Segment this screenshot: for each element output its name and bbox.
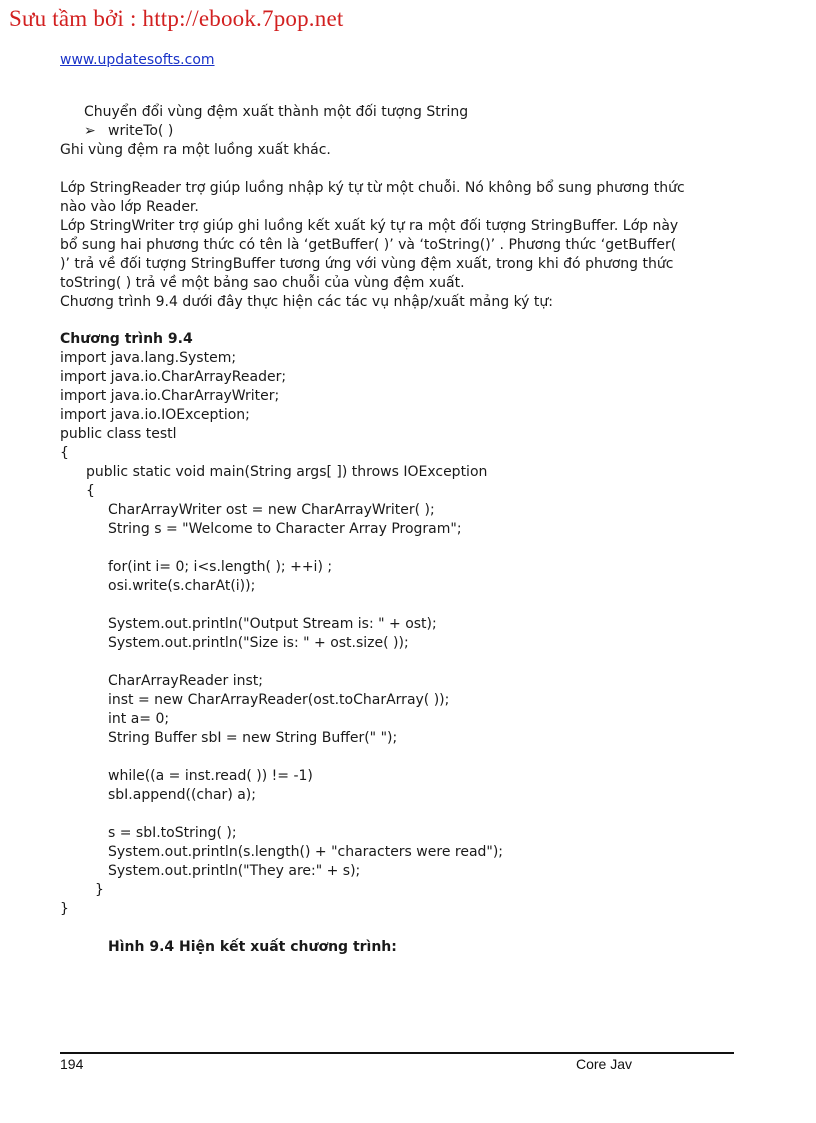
page-number: 194 bbox=[60, 1056, 84, 1072]
code-line: System.out.println("Output Stream is: " + ost); bbox=[108, 616, 437, 632]
code-line: { bbox=[86, 483, 95, 499]
paragraph-line: Lớp StringWriter trợ giúp ghi luồng kết xuất ký tự ra một đối tượng StringBuffer. Lớp này bbox=[60, 218, 679, 234]
code-line: import java.io.CharArrayWriter; bbox=[60, 388, 280, 404]
code-line: System.out.println(s.length() + "characters were read"); bbox=[108, 844, 504, 860]
code-line: { bbox=[60, 445, 69, 461]
program-heading: Chương trình 9.4 bbox=[60, 331, 193, 347]
code-line: int a= 0; bbox=[108, 711, 170, 727]
code-line: public class testl bbox=[60, 426, 177, 442]
code-line: CharArrayReader inst; bbox=[108, 673, 263, 689]
arrow-bullet-icon: ➢ bbox=[84, 123, 96, 139]
code-line: CharArrayWriter ost = new CharArrayWriter( ); bbox=[108, 502, 435, 518]
paragraph-line: Lớp StringReader trợ giúp luồng nhập ký tự từ một chuỗi. Nó không bổ sung phương thức bbox=[60, 180, 685, 196]
code-line: String Buffer sbI = new String Buffer(" "); bbox=[108, 730, 398, 746]
code-line: System.out.println("Size is: " + ost.size( )); bbox=[108, 635, 409, 651]
book-title: Core Jav bbox=[576, 1056, 633, 1072]
site-link[interactable]: www.updatesofts.com bbox=[60, 52, 215, 68]
code-line: import java.lang.System; bbox=[60, 350, 237, 366]
code-line: System.out.println("They are:" + s); bbox=[108, 863, 361, 879]
code-line: for(int i= 0; i<s.length( ); ++i) ; bbox=[108, 559, 333, 575]
code-line: s = sbI.toString( ); bbox=[108, 825, 237, 841]
footer-divider bbox=[60, 1052, 734, 1054]
intro-line: Ghi vùng đệm ra một luồng xuất khác. bbox=[60, 142, 331, 158]
code-line: String s = "Welcome to Character Array Program"; bbox=[108, 521, 462, 537]
method-name: writeTo( ) bbox=[108, 123, 174, 139]
paragraph-line: bổ sung hai phương thức có tên là ‘getBuffer( )’ và ‘toString()’ . Phương thức ‘getBuffer( bbox=[60, 237, 677, 253]
paragraph-line: nào vào lớp Reader. bbox=[60, 199, 199, 215]
watermark: Sưu tầm bởi : http://ebook.7pop.net bbox=[9, 6, 344, 31]
code-line: import java.io.CharArrayReader; bbox=[60, 369, 287, 385]
code-line: } bbox=[60, 901, 69, 917]
code-line: import java.io.IOException; bbox=[60, 407, 250, 423]
code-line: public static void main(String args[ ]) throws IOException bbox=[86, 464, 488, 480]
intro-line: Chuyển đổi vùng đệm xuất thành một đối tượng String bbox=[84, 104, 469, 120]
code-line: while((a = inst.read( )) != -1) bbox=[108, 768, 313, 784]
code-line: osi.write(s.charAt(i)); bbox=[108, 578, 256, 594]
figure-caption: Hình 9.4 Hiện kết xuất chương trình: bbox=[108, 939, 397, 955]
code-line: } bbox=[95, 882, 104, 898]
paragraph-line: )’ trả về đối tượng StringBuffer tương ứng với vùng đệm xuất, trong khi đó phương thức bbox=[60, 256, 674, 272]
bullet-item bbox=[84, 122, 173, 141]
paragraph-line: toString( ) trả về một bảng sao chuỗi của vùng đệm xuất. bbox=[60, 275, 465, 291]
paragraph-line: Chương trình 9.4 dưới đây thực hiện các tác vụ nhập/xuất mảng ký tự: bbox=[60, 294, 553, 310]
code-line: sbI.append((char) a); bbox=[108, 787, 256, 803]
code-line: inst = new CharArrayReader(ost.toCharArray( )); bbox=[108, 692, 450, 708]
